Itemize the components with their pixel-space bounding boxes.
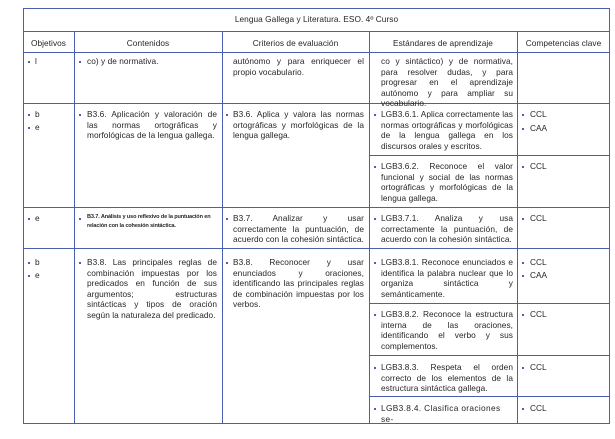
bullet-icon <box>522 218 524 220</box>
objetivo-item: b <box>35 257 40 267</box>
bullet-icon <box>28 275 30 277</box>
column-divider-1 <box>74 31 75 424</box>
criterio-text: B3.8. Reconocer y usar enunciados y oraciones, identificando las principales reglas de combinación impuestas por los verbos. <box>233 257 364 309</box>
contenido-text: B3.8. Las principales reglas de combinación impuestas por los predicados en función de sus argumentos; estructuras sintácticas y tipos de oración según la naturaleza del predicado. <box>87 257 217 320</box>
objetivo-item: e <box>35 270 40 280</box>
criterio-text: autónomo y para enriquecer el propio vocabulario. <box>233 56 364 77</box>
competencia-item: CAA <box>530 123 548 133</box>
header-contenidos: Contenidos <box>126 38 170 48</box>
bullet-icon <box>79 61 81 63</box>
header-divider <box>23 52 610 53</box>
competencia-item: CCL <box>530 362 547 372</box>
bullet-icon <box>79 262 81 264</box>
competencia-item: CCL <box>530 161 547 171</box>
bullet-icon <box>28 127 30 129</box>
competencia-item: CCL <box>530 403 547 413</box>
row-divider-sub-3 <box>369 355 610 356</box>
row-divider-sub-1 <box>369 155 610 156</box>
bullet-icon <box>522 367 524 369</box>
bullet-icon <box>374 408 376 410</box>
competencia-item: CCL <box>530 109 547 119</box>
table-border-right <box>609 8 610 424</box>
bullet-icon <box>522 166 524 168</box>
bullet-icon <box>522 128 524 130</box>
bullet-icon <box>522 314 524 316</box>
bullet-icon <box>226 114 228 116</box>
column-divider-3 <box>369 31 370 424</box>
header-estandares: Estándares de aprendizaje <box>393 38 493 48</box>
bullet-icon <box>28 218 30 220</box>
estandar-text: LGB3.8.1. Reconoce enunciados e identifica la palabra nuclear que lo organiza sintáctica y semánticamente. <box>381 257 513 299</box>
bullet-icon <box>79 218 81 220</box>
bullet-icon <box>28 262 30 264</box>
competencia-item: CCL <box>530 257 547 267</box>
row-divider-1 <box>23 103 610 104</box>
contenido-text: B3.6. Aplicación y valoración de las normas ortográficas y morfológicas de la lengua gallega. <box>87 109 217 140</box>
estandar-text: LGB3.8.2. Reconoce la estructura interna de las oraciones, identificando el verbo y sus complementos. <box>381 309 513 351</box>
bullet-icon <box>522 114 524 116</box>
estandar-text: LGB3.6.2. Reconoce el valor funcional y social de las normas ortográficas y morfológicas de la lengua gallega. <box>381 161 513 203</box>
table-border-left <box>23 8 24 424</box>
competencia-item: CCL <box>530 213 547 223</box>
bullet-icon <box>374 262 376 264</box>
row-divider-3 <box>23 248 610 249</box>
contenido-text: B3.7. Análisis y uso reflexivo de la puntuación en relación con la cohesión sintáctica. <box>87 214 211 229</box>
header-criterios: Criterios de evaluación <box>252 38 339 48</box>
estandar-text: LGB3.8.3. Respeta el orden correcto de los elementos de la estructura sintáctica gallega. <box>381 362 513 393</box>
estandar-text: LGB3.8.4. Clasifica oraciones se- <box>381 403 501 424</box>
bullet-icon <box>522 408 524 410</box>
table-border-top <box>23 8 610 9</box>
bullet-icon <box>374 166 376 168</box>
objetivo-item: l <box>35 56 37 66</box>
estandar-text: co y sintáctico) y de normativa, para resolver dudas, y para progresar en el aprendizaje autónomo y para ampliar su vocabulario. <box>381 56 513 108</box>
objetivo-item: e <box>35 122 40 132</box>
column-divider-2 <box>222 31 223 424</box>
row-divider-sub-4 <box>369 396 610 397</box>
bullet-icon <box>226 218 228 220</box>
row-divider-sub-2 <box>369 303 610 304</box>
row-divider-2 <box>23 207 610 208</box>
objetivo-item: e <box>35 213 40 223</box>
competencia-item: CCL <box>530 309 547 319</box>
table-border-bottom <box>23 423 610 424</box>
bullet-icon <box>522 262 524 264</box>
title-divider <box>23 31 610 32</box>
estandar-text: LGB3.7.1. Analiza y usa correctamente la puntuación, de acuerdo con la cohesión sintáctica. <box>381 213 513 244</box>
objetivo-item: b <box>35 109 40 119</box>
bullet-icon <box>374 218 376 220</box>
bullet-icon <box>374 114 376 116</box>
bullet-icon <box>79 114 81 116</box>
bullet-icon <box>522 275 524 277</box>
bullet-icon <box>374 314 376 316</box>
bullet-icon <box>28 61 30 63</box>
header-objetivos: Objetivos <box>30 38 67 48</box>
bullet-icon <box>374 367 376 369</box>
table-title: Lengua Gallega y Literatura. ESO. 4º Curso <box>234 14 399 24</box>
criterio-text: B3.6. Aplica y valora las normas ortográficas y morfológicas de la lengua gallega. <box>233 109 364 140</box>
criterio-text: B3.7. Analizar y usar correctamente la puntuación, de acuerdo con la cohesión sintáctica. <box>233 213 364 244</box>
header-competencias: Competencias clave <box>525 38 602 48</box>
competencia-item: CAA <box>530 270 548 280</box>
contenido-text: co) y de normativa. <box>87 56 159 66</box>
column-divider-4 <box>517 31 518 424</box>
estandar-text: LGB3.6.1. Aplica correctamente las normas ortográficas y morfológicas de la lengua gallega en los discursos orales y escritos. <box>381 109 513 151</box>
bullet-icon <box>226 262 228 264</box>
bullet-icon <box>28 114 30 116</box>
